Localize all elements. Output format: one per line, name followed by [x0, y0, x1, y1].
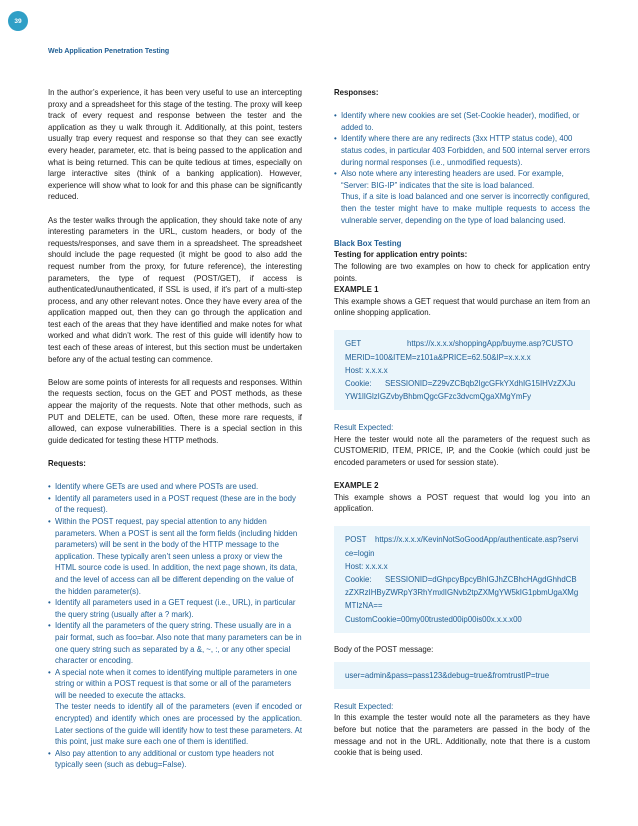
example-2-heading: EXAMPLE 2: [334, 481, 379, 491]
right-column: [334, 87, 590, 759]
list-item: • Identify all the parameters of the query string. These usually are in a pair format, such as foo=bar. Also note that many parameters can be in one query string such as separated by a &, ~, :, or any other special character or encoding.: [48, 620, 302, 666]
requests-continuation: The tester needs to identify all of the parameters (even if encoded or encrypted) and identify which ones are processed by the application. Later sections of the guide will identify how to test these parameters. At this point, just make sure each one of them is identified.: [55, 702, 302, 747]
running-header: Web Application Penetration Testing: [48, 48, 170, 55]
code-cookie-line: Cookie: SESSIONID=Z29vZCBqb2IgcGFkYXdhIG15IHVzZXJuYW1lIGlzIGZvbyBhbmQgcGFzc3dvcmQgaXMgYmFy: [345, 379, 576, 402]
page-number-badge: 39: [8, 11, 28, 31]
points-of-interest-paragraph: Below are some points of interests for all requests and responses. Within the requests section, focus on the GET and POST methods, as these appear the majority of the requests. Note that other methods, such as PUT and DELETE, can be used. Often, these more rare requests, if allowed, can expose vulnerabilities. There is a special section in this guide dedicated for testing these HTTP methods.: [48, 377, 302, 445]
example-1-heading: EXAMPLE 1: [334, 285, 379, 295]
code-request-line: POST https://x.x.x.x/KevinNotSoGoodApp/authenticate.asp?service=login: [345, 535, 579, 558]
code-host-line: Host: x.x.x.x: [345, 561, 388, 571]
example-1-code-block: [334, 330, 590, 410]
code-cookie-line: Cookie: SESSIONID=dGhpcyBpcyBhIGJhZCBhcHAgdGhhdCBzZXRzIHByZWRpY3RhYmxlIGNvb2tpZXMgYW5kIG1pbmUgaXMgMTIzNA==: [345, 575, 579, 611]
list-item: • Identify where new cookies are set (Set-Cookie header), modified, or added to.: [334, 110, 590, 133]
example-2-result: In this example the tester would note all the parameters as they have before but notice that the parameters are passed in the body of the message and not in the URL. Additionally, note that there is a custom cookie that is being used.: [334, 713, 590, 758]
code-body-line: user=admin&pass=pass123&debug=true&fromtrustIP=true: [345, 671, 550, 681]
responses-heading: Responses:: [334, 88, 379, 97]
post-body-label: Body of the POST message:: [334, 645, 434, 655]
entry-points-intro: The following are two examples on how to check for application entry points.: [334, 261, 590, 283]
list-item: • Identify where there are any redirects (3xx HTTP status code), 400 status codes, in particular 403 Forbidden, and 500 internal server errors during normal responses (i.e., unmodified requests).: [334, 133, 590, 168]
list-item: • Identify all parameters used in a GET request (i.e., URL), in particular the query string (usually after a ? mark).: [48, 597, 302, 620]
black-box-testing-heading: Black Box Testing: [334, 238, 402, 248]
list-item: • Also pay attention to any additional or custom type headers not typically seen (such as debug=False).: [48, 748, 302, 771]
example-2-result-label: Result Expected:: [334, 701, 394, 711]
example-1-result-label: Result Expected:: [334, 423, 394, 433]
spreadsheet-paragraph: As the tester walks through the application, they should take note of any interesting parameters in the URL, custom headers, or body of the requests/responses, and save them in a spreadsheet. The spreadsheet should include the page requested (it might be good to also add the request number from the proxy, for future reference), the interesting parameters, the type of request (POST/GET), if access is authenticated/unauthenticated, if SSL is used, if it’s part of a multi-step process, and any other relevant notes. Once they have every area of the application mapped out, then they can go through the application and test each of the areas that they have identified and make notes for what worked and what didn’t work. The rest of this guide will identify how to test each of these areas of interest, but this section must be undertaken before any of the actual testing can commence.: [48, 215, 302, 364]
list-item: • Also note where any interesting headers are used. For example, “Server: BIG-IP” indicates that the site is load balanced.: [334, 168, 590, 191]
responses-list: [334, 110, 590, 191]
post-body-code-block: [334, 662, 590, 689]
intro-paragraph: In the author’s experience, it has been very useful to use an intercepting proxy and a spreadsheet for this stage of the testing. The proxy will keep track of every request and response between the tester and the application as they u walk through it. Additionally, at this point, testers usually trap every request and response so that they can see exactly every header, parameter, etc. that is being passed to the application and what is being returned. This can be quite tedious at times, especially on large interactive sites (think of a banking application). However, experience will show what to look for and this phase can be significantly reduced.: [48, 88, 302, 202]
example-1-result: Here the tester would note all the parameters of the request such as CUSTOMERID, ITEM, PRICE, IP, and the Cookie (which could just be encoded parameters or used for session state).: [334, 434, 590, 467]
code-host-line: Host: x.x.x.x: [345, 365, 388, 375]
entry-points-subheading: Testing for application entry points:: [334, 250, 468, 260]
responses-continuation: Thus, if a site is load balanced and one server is incorrectly configured, then the tester might have to make multiple requests to access the vulnerable server, depending on the type of load balancing used.: [341, 192, 590, 225]
code-custom-cookie-line: CustomCookie=00my00trusted00ip00is00x.x.x.x00: [345, 614, 522, 624]
list-item: • Identify all parameters used in a POST request (these are in the body of the request).: [48, 493, 302, 516]
list-item: • Within the POST request, pay special attention to any hidden parameters. When a POST is sent all the form fields (including hidden parameters) will be sent in the body of the HTTP message to the application. These typically aren’t seen unless a proxy or view the HTML source code is used. In addition, the next page shown, its data, and the level of access can all be different depending on the value of the hidden parameter(s).: [48, 516, 302, 597]
list-item: • Identify where GETs are used and where POSTs are used.: [48, 481, 302, 493]
requests-heading: Requests:: [48, 459, 86, 468]
example-2-intro: This example shows a POST request that would log you into an application.: [334, 492, 590, 514]
list-item: • A special note when it comes to identifying multiple parameters in one string or within a POST request is that some or all of the parameters will be needed to execute the attacks.: [48, 667, 302, 702]
code-request-line: GET https://x.x.x.x/shoppingApp/buyme.asp?CUSTOMERID=100&ITEM=z101a&PRICE=62.50&IP=x.x.x.x: [345, 339, 573, 362]
requests-list-end: [48, 748, 302, 771]
example-1-intro: This example shows a GET request that would purchase an item from an online shopping application.: [334, 296, 590, 318]
requests-list: [48, 481, 302, 701]
example-2-code-block: [334, 526, 590, 632]
left-column: [48, 87, 302, 771]
